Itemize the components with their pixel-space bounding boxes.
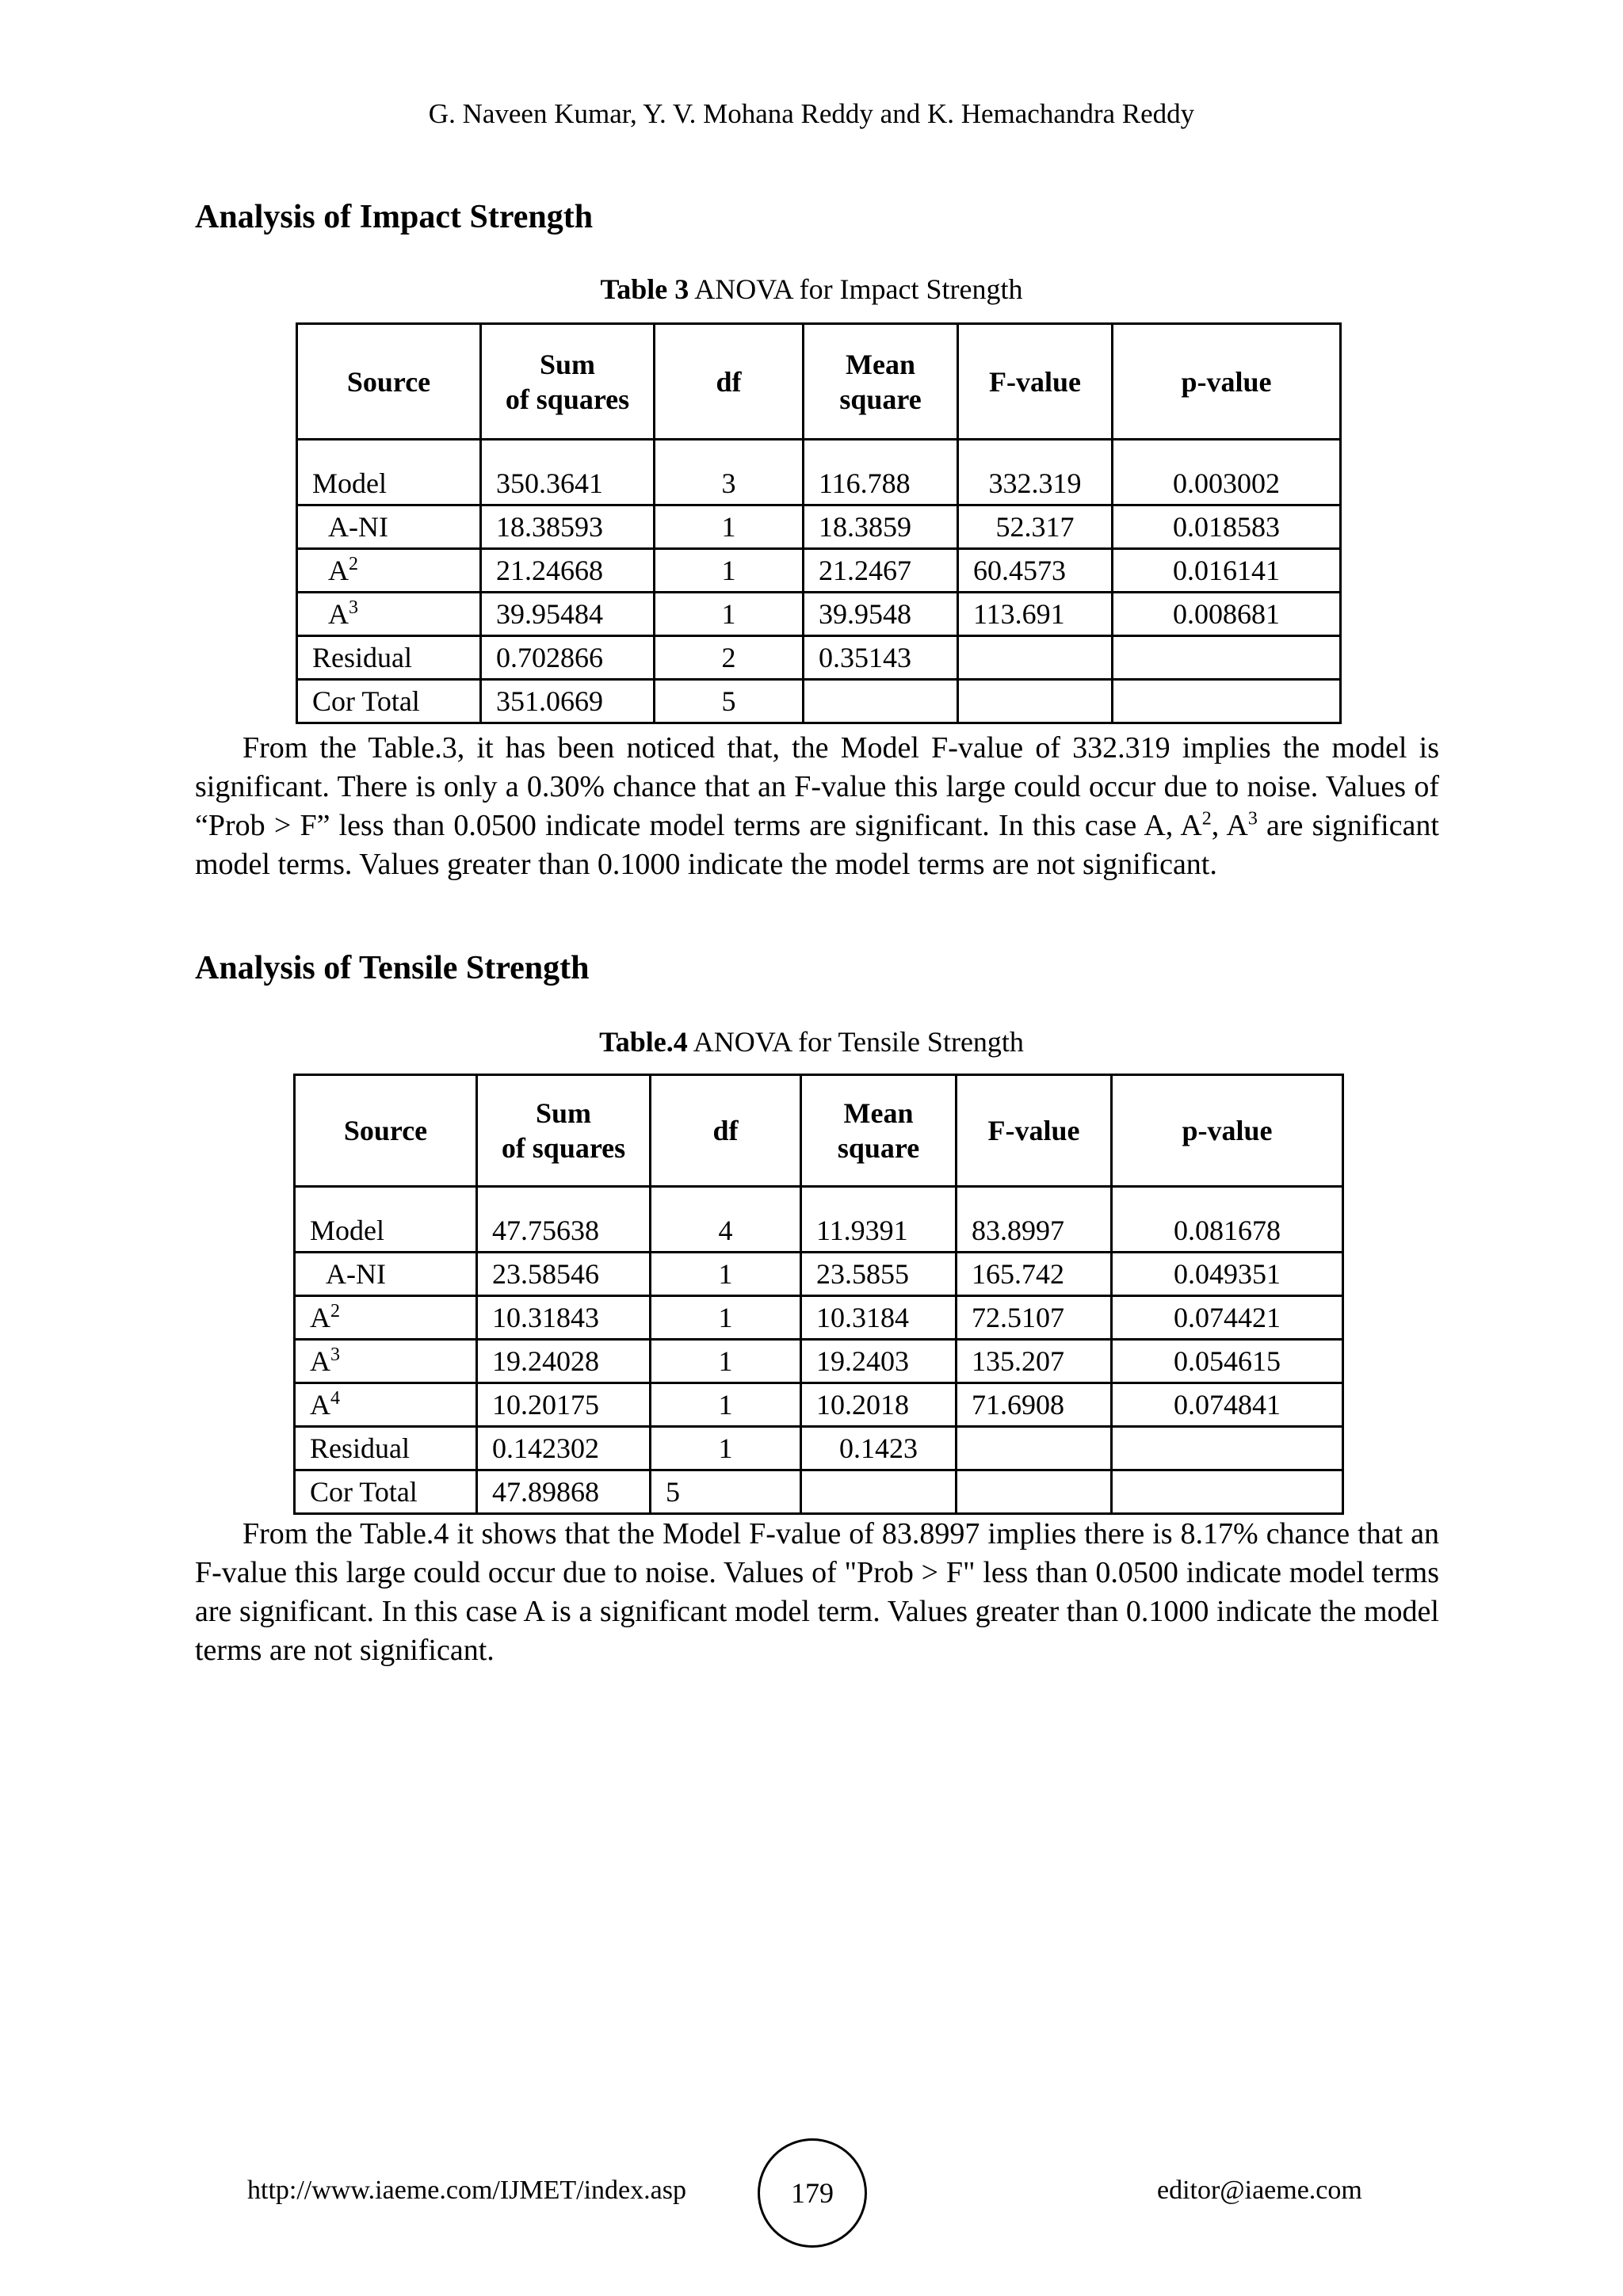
cell-sum-of-squares: 10.31843	[477, 1296, 651, 1340]
col-header-p-value: p-value	[1112, 1075, 1343, 1187]
cell-source: A-NI	[297, 505, 481, 549]
cell-p-value: 0.081678	[1112, 1187, 1343, 1253]
cell-df: 1	[655, 549, 804, 593]
table-row	[297, 593, 1341, 636]
cell-df: 3	[655, 440, 804, 505]
cell-sum-of-squares: 18.38593	[481, 505, 655, 549]
cell-source: $A^3$	[295, 1340, 477, 1383]
cell-source: $A^2$	[295, 1296, 477, 1340]
table-row	[297, 680, 1341, 723]
cell-source: $A^3$	[297, 593, 481, 636]
cell-mean-square: 0.1423	[801, 1427, 957, 1470]
col-header-df: df	[655, 324, 804, 440]
section-title-impact: Analysis of Impact Strength	[195, 199, 594, 235]
cell-df: 1	[651, 1383, 801, 1427]
cell-f-value: 71.6908	[957, 1383, 1112, 1427]
cell-df: 5	[651, 1470, 801, 1514]
cell-source: $A^2$	[297, 549, 481, 593]
cell-df: 1	[651, 1296, 801, 1340]
cell-sum-of-squares: 19.24028	[477, 1340, 651, 1383]
running-header: G. Naveen Kumar, Y. V. Mohana Reddy and K. Hemachandra Reddy	[428, 98, 1195, 129]
cell-mean-square: 19.2403	[801, 1340, 957, 1383]
cell-f-value: 83.8997	[957, 1187, 1112, 1253]
table-row	[295, 1427, 1343, 1470]
cell-sum-of-squares: 0.142302	[477, 1427, 651, 1470]
cell-p-value	[1112, 1470, 1343, 1514]
cell-p-value	[1113, 680, 1341, 723]
col-header-df: df	[651, 1075, 801, 1187]
cell-sum-of-squares: 47.89868	[477, 1470, 651, 1514]
cell-df: 1	[655, 593, 804, 636]
table4-caption-label: Table.4	[599, 1026, 688, 1058]
cell-source: $A^4$	[295, 1383, 477, 1427]
section-title-tensile: Analysis of Tensile Strength	[195, 950, 590, 986]
cell-mean-square	[804, 680, 958, 723]
col-header-sum-of-squares: Sum of squares	[481, 324, 655, 440]
cell-df: 5	[655, 680, 804, 723]
cell-source: A-NI	[295, 1253, 477, 1296]
page-number: 179	[758, 2138, 867, 2248]
cell-sum-of-squares: 350.3641	[481, 440, 655, 505]
col-header-f-value: F-value	[958, 324, 1113, 440]
cell-mean-square: 23.5855	[801, 1253, 957, 1296]
cell-mean-square: 11.9391	[801, 1187, 957, 1253]
cell-mean-square: 10.2018	[801, 1383, 957, 1427]
anova-table-impact	[296, 322, 1342, 724]
table3-caption-text: ANOVA for Impact Strength	[689, 273, 1023, 305]
cell-source: Cor Total	[295, 1470, 477, 1514]
cell-mean-square: 18.3859	[804, 505, 958, 549]
cell-mean-square: 116.788	[804, 440, 958, 505]
cell-p-value	[1112, 1427, 1343, 1470]
cell-mean-square: 21.2467	[804, 549, 958, 593]
paragraph-tensile: From the Table.4 it shows that the Model F-value of 83.8997 implies there is 8.17% chance that an F-value this large could occur due to noise. Values of "Prob > F" less than 0.0500 indicate model terms are significant. In this case A is a significant model term. Values greater than 0.1000 indicate the model terms are not significant.	[195, 1517, 1439, 1667]
cell-p-value: 0.008681	[1113, 593, 1341, 636]
cell-p-value: 0.054615	[1112, 1340, 1343, 1383]
cell-f-value: 332.319	[958, 440, 1113, 505]
table3-caption-label: Table 3	[600, 273, 689, 305]
cell-df: 1	[655, 505, 804, 549]
table-row	[297, 549, 1341, 593]
cell-source: Residual	[297, 636, 481, 680]
cell-source: Model	[297, 440, 481, 505]
paragraph-impact: From the Table.3, it has been noticed that, the Model F-value of 332.319 implies the model is significant. There is only a 0.30% chance that an F-value this large could occur due to noise. Values of “Prob > F” less than 0.0500 indicate model terms are significant. In this case A, $A^2$, $A^3$ are significant model terms. Values greater than 0.1000 indicate the model terms are not significant.	[195, 731, 1439, 881]
table-row	[297, 440, 1341, 505]
cell-p-value: 0.049351	[1112, 1253, 1343, 1296]
cell-sum-of-squares: 39.95484	[481, 593, 655, 636]
table-row	[297, 636, 1341, 680]
cell-f-value: 72.5107	[957, 1296, 1112, 1340]
table4-caption	[0, 1025, 1623, 1058]
table-row	[295, 1296, 1343, 1340]
cell-f-value	[958, 636, 1113, 680]
cell-df: 1	[651, 1340, 801, 1383]
col-header-mean-square: Mean square	[804, 324, 958, 440]
cell-p-value: 0.003002	[1113, 440, 1341, 505]
cell-sum-of-squares: 351.0669	[481, 680, 655, 723]
cell-sum-of-squares: 10.20175	[477, 1383, 651, 1427]
cell-sum-of-squares: 23.58546	[477, 1253, 651, 1296]
cell-source: Cor Total	[297, 680, 481, 723]
cell-mean-square: 10.3184	[801, 1296, 957, 1340]
cell-f-value: 165.742	[957, 1253, 1112, 1296]
cell-df: 2	[655, 636, 804, 680]
table3-caption	[0, 273, 1623, 306]
cell-f-value: 113.691	[958, 593, 1113, 636]
cell-mean-square: 0.35143	[804, 636, 958, 680]
cell-mean-square: 39.9548	[804, 593, 958, 636]
cell-p-value: 0.016141	[1113, 549, 1341, 593]
cell-p-value	[1113, 636, 1341, 680]
cell-f-value: 135.207	[957, 1340, 1112, 1383]
table-row	[295, 1253, 1343, 1296]
table4-caption-text: ANOVA for Tensile Strength	[687, 1026, 1024, 1058]
col-header-source: Source	[295, 1075, 477, 1187]
anova-table-tensile	[293, 1074, 1344, 1515]
footer-url-link[interactable]: http://www.iaeme.com/IJMET/index.asp	[247, 2176, 686, 2205]
col-header-sum-of-squares: Sum of squares	[477, 1075, 651, 1187]
col-header-source: Source	[297, 324, 481, 440]
table-row	[295, 1187, 1343, 1253]
cell-sum-of-squares: 47.75638	[477, 1187, 651, 1253]
cell-p-value: 0.074841	[1112, 1383, 1343, 1427]
col-header-p-value: p-value	[1113, 324, 1341, 440]
table-row	[297, 505, 1341, 549]
cell-f-value	[957, 1427, 1112, 1470]
cell-source: Residual	[295, 1427, 477, 1470]
cell-f-value: 60.4573	[958, 549, 1113, 593]
cell-sum-of-squares: 0.702866	[481, 636, 655, 680]
table-row	[295, 1340, 1343, 1383]
footer-email-link[interactable]: editor@iaeme.com	[1157, 2176, 1362, 2205]
cell-p-value: 0.018583	[1113, 505, 1341, 549]
col-header-mean-square: Mean square	[801, 1075, 957, 1187]
col-header-f-value: F-value	[957, 1075, 1112, 1187]
cell-source: Model	[295, 1187, 477, 1253]
table-row	[295, 1383, 1343, 1427]
cell-f-value	[957, 1470, 1112, 1514]
cell-f-value	[958, 680, 1113, 723]
cell-sum-of-squares: 21.24668	[481, 549, 655, 593]
cell-df: 1	[651, 1253, 801, 1296]
cell-p-value: 0.074421	[1112, 1296, 1343, 1340]
cell-df: 4	[651, 1187, 801, 1253]
cell-mean-square	[801, 1470, 957, 1514]
table-row	[295, 1470, 1343, 1514]
cell-df: 1	[651, 1427, 801, 1470]
cell-f-value: 52.317	[958, 505, 1113, 549]
